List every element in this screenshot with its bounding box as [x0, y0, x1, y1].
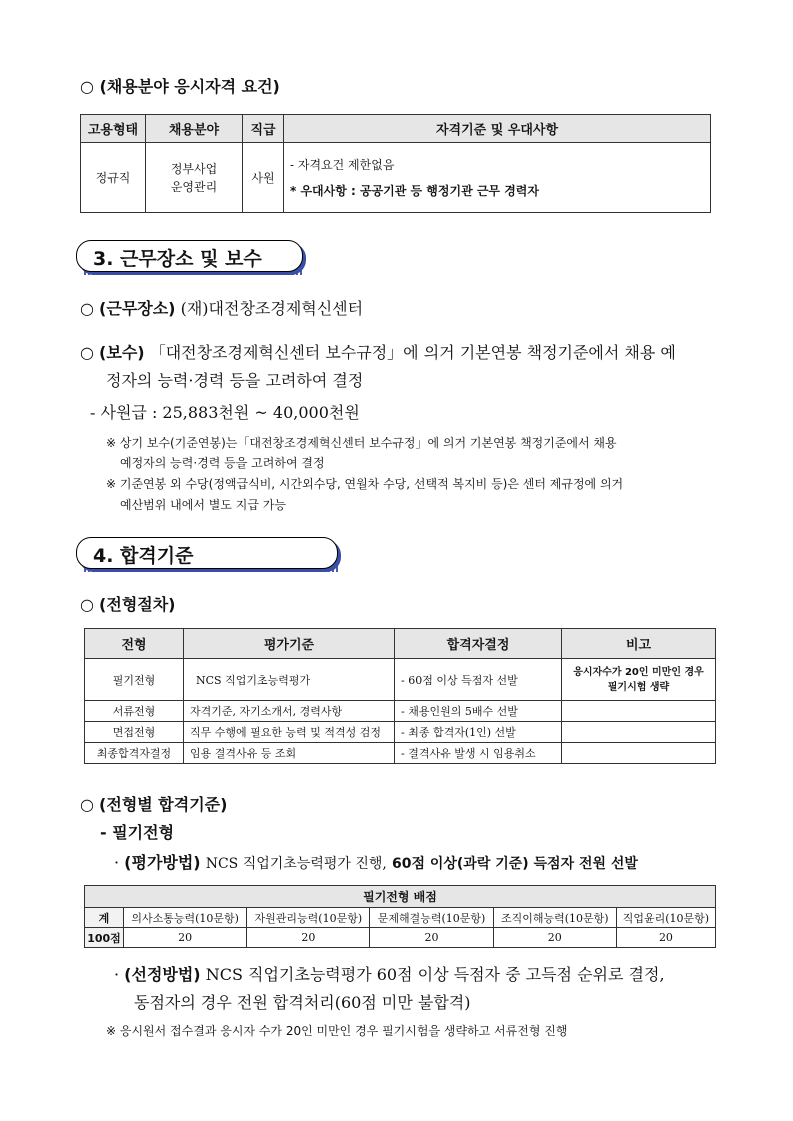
selection-line-2: 동점자의 경우 전원 합격처리(60점 미만 불합격): [134, 993, 471, 1012]
proc-note-cell: [562, 701, 716, 722]
pay-note-1-line-2: 예정자의 능력·경력 등을 고려하여 결정: [120, 456, 325, 470]
selection-label: (선정방법): [124, 965, 201, 984]
pay-note-2-line-2: 예산범위 내에서 별도 지급 가능: [120, 498, 286, 512]
proc-stage-cell: 면접전형: [85, 722, 184, 743]
procedure-label: (전형절차): [99, 595, 176, 614]
pay-note-1-line-1: ※ 상기 보수(기준연봉)는「대전창조경제혁신센터 보수규정」에 의거 기본연봉 책정기준에서 채용: [106, 436, 617, 450]
score-value: 20: [370, 928, 493, 948]
proc-stage-cell: 최종합격자결정: [85, 743, 184, 764]
section3-title-box: [76, 240, 303, 272]
proc-decision-cell: - 채용인원의 5배수 선발: [395, 701, 562, 722]
written-heading: - 필기전형: [100, 823, 175, 842]
selection-line-1: [114, 962, 665, 985]
proc-criteria-cell: NCS 직업기초능력평가: [184, 659, 395, 701]
employment-type-cell: 정규직: [81, 143, 146, 213]
score-total-label: 계: [85, 908, 124, 928]
proc-note-cell: 응시자수가 20인 미만인 경우 필기시험 생략: [562, 659, 716, 701]
score-value: 20: [493, 928, 616, 948]
score-col: 자원관리능력(10문항): [247, 908, 370, 928]
qualification-table: [80, 114, 711, 213]
qualification-line-1: - 자격요건 제한없음: [290, 157, 395, 172]
proc-stage-cell: 서류전형: [85, 701, 184, 722]
procedure-table: [84, 628, 716, 764]
field-cell: [146, 143, 243, 213]
score-value: 20: [616, 928, 715, 948]
circle-bullet: ○: [80, 343, 100, 362]
preference-line: * 우대사항 : 공공기관 등 행정기관 근무 경력자: [290, 183, 539, 198]
score-col: 직업윤리(10문항): [616, 908, 715, 928]
proc-note-cell: [562, 722, 716, 743]
procedure-heading: [80, 592, 176, 615]
score-table: [84, 885, 716, 948]
eval-label: (평가방법): [124, 853, 201, 872]
section3-title: 3. 근무장소 및 보수: [93, 248, 262, 270]
workplace-label: (근무장소): [99, 299, 176, 318]
final-note: ※ 응시원서 접수결과 응시자 수가 20인 미만인 경우 필기시험을 생략하고 서류전형 진행: [106, 1024, 568, 1038]
rank-cell: 사원: [243, 143, 284, 213]
pay-note-2-line-1: ※ 기준연봉 외 수당(정액급식비, 시간외수당, 연월차 수당, 선택적 복지비 등)은 센터 제규정에 의거: [106, 477, 624, 491]
workplace-value: (재)대전창조경제혁신센터: [180, 299, 364, 318]
pay-text-1: 「대전창조경제혁신센터 보수규정」에 의거 기본연봉 책정기준에서 채용 예: [149, 343, 676, 362]
proc-stage-cell: 필기전형: [85, 659, 184, 701]
dot-bullet: ·: [114, 853, 125, 872]
pay-line-2: 정자의 능력·경력 등을 고려하여 결정: [106, 371, 364, 390]
proc-col-stage: 전형: [85, 629, 184, 659]
col-employment-type: 고용형태: [81, 115, 146, 143]
proc-decision-cell: - 결격사유 발생 시 임용취소: [395, 743, 562, 764]
selection-text-1: NCS 직업기초능력평가 60점 이상 득점자 중 고득점 순위로 결정,: [205, 965, 665, 984]
section4-title-box: [76, 537, 338, 569]
pay-label: (보수): [99, 343, 145, 362]
dot-bullet: ·: [114, 965, 125, 984]
score-title: 필기전형 배점: [85, 886, 716, 908]
score-col: 조직이해능력(10문항): [493, 908, 616, 928]
proc-criteria-cell: 직무 수행에 필요한 능력 및 적격성 검정: [184, 722, 395, 743]
col-field: 채용분야: [146, 115, 243, 143]
proc-col-note: 비고: [562, 629, 716, 659]
eval-text-bold: 60점 이상(과락 기준) 득점자 전원 선발: [391, 856, 638, 872]
circle-bullet: ○: [80, 795, 100, 814]
field-line-1: 정부사업: [170, 161, 218, 176]
col-rank: 직급: [243, 115, 284, 143]
proc-note-cell: [562, 743, 716, 764]
score-value: 20: [124, 928, 247, 948]
score-value: 20: [247, 928, 370, 948]
proc-col-decision: 합격자결정: [395, 629, 562, 659]
proc-decision-cell: - 최종 합격자(1인) 선발: [395, 722, 562, 743]
field-line-2: 운영관리: [170, 179, 218, 194]
col-qualification: 자격기준 및 우대사항: [284, 115, 711, 143]
standard-label: (전형별 합격기준): [99, 795, 228, 814]
score-total: 100점: [85, 928, 124, 948]
proc-criteria-cell: 임용 결격사유 등 조회: [184, 743, 395, 764]
salary-range: - 사원급 : 25,883천원 ~ 40,000천원: [90, 403, 360, 422]
qualification-heading: ○ (채용분야 응시자격 요건): [80, 77, 280, 96]
proc-col-criteria: 평가기준: [184, 629, 395, 659]
section4-title: 4. 합격기준: [93, 545, 194, 567]
circle-bullet: ○: [80, 595, 100, 614]
eval-method-line: [114, 850, 638, 873]
score-col: 의사소통능력(10문항): [124, 908, 247, 928]
score-col: 문제해결능력(10문항): [370, 908, 493, 928]
proc-decision-cell: - 60점 이상 득점자 선발: [395, 659, 562, 701]
qualification-cell: [284, 143, 711, 213]
pay-line-1: [80, 340, 676, 363]
eval-text: NCS 직업기초능력평가 진행,: [205, 856, 387, 872]
workplace-line: [80, 296, 363, 319]
standard-heading: [80, 792, 227, 815]
circle-bullet: ○: [80, 299, 100, 318]
proc-criteria-cell: 자격기준, 자기소개서, 경력사항: [184, 701, 395, 722]
